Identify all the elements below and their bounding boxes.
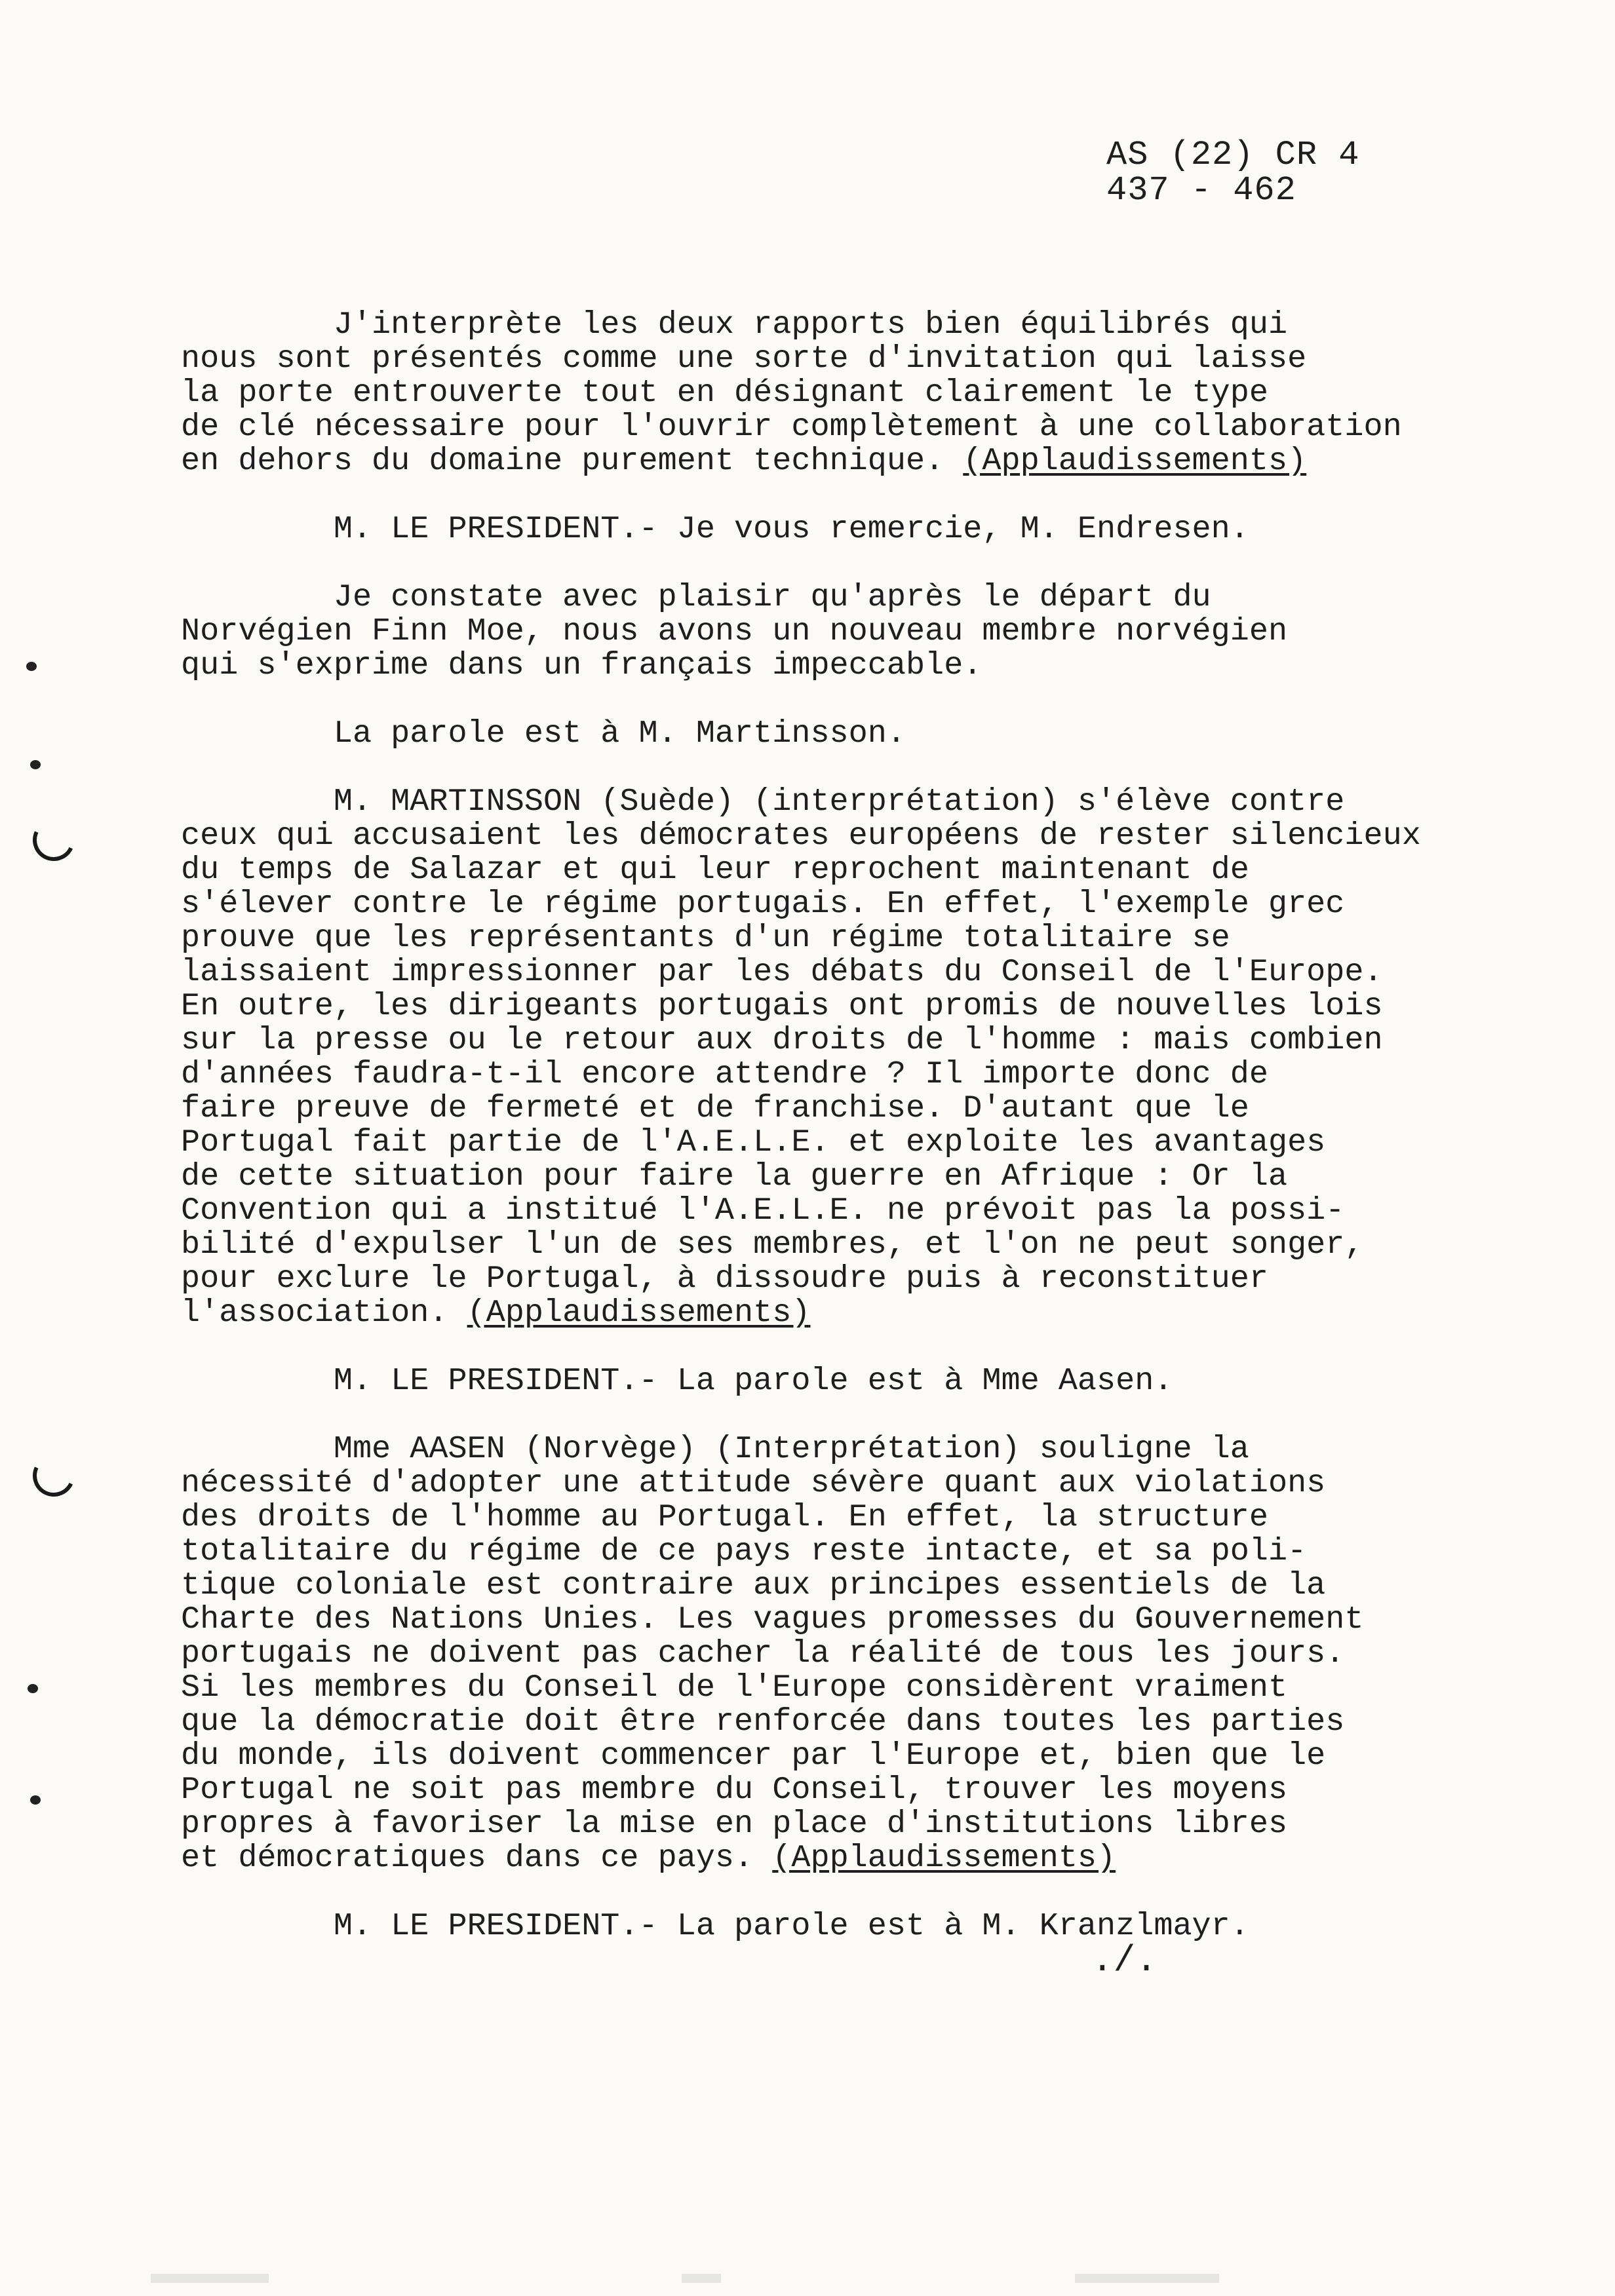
text-line: propres à favoriser la mise en place d'institutions libres [181, 1806, 1288, 1842]
paragraph [181, 581, 1485, 683]
text-line [181, 1296, 1485, 1330]
document-reference [1106, 138, 1359, 208]
paragraph [181, 1364, 1485, 1398]
text-line: de clé nécessaire pour l'ouvrir complètement à une collaboration [181, 409, 1402, 445]
text-line: d'années faudra-t-il encore attendre ? Il importe donc de [181, 1056, 1268, 1092]
text-segment: l'association. [181, 1295, 467, 1331]
paragraph [181, 512, 1485, 546]
reference-code: AS (22) CR 4 [1106, 136, 1360, 174]
text-line: Je constate avec plaisir qu'après le départ du [181, 579, 1211, 615]
text-line: M. LE PRESIDENT.- Je vous remercie, M. Endresen. [181, 511, 1249, 547]
text-line: Si les membres du Conseil de l'Europe considèrent vraiment [181, 1670, 1288, 1706]
applause-note: (Applaudissements) [772, 1840, 1116, 1876]
text-line: laissaient impressionner par les débats du Conseil de l'Europe. [181, 954, 1383, 990]
text-line: s'élever contre le régime portugais. En effet, l'exemple grec [181, 886, 1345, 922]
text-line: Portugal ne soit pas membre du Conseil, trouver les moyens [181, 1772, 1288, 1808]
text-line: La parole est à M. Martinsson. [181, 716, 906, 752]
margin-mark [28, 1684, 38, 1693]
text-line: du monde, ils doivent commencer par l'Europe et, bien que le [181, 1738, 1326, 1774]
text-line: M. LE PRESIDENT.- La parole est à Mme Aasen. [181, 1363, 1173, 1399]
reference-pages: 437 - 462 [1106, 171, 1296, 210]
text-line: Charte des Nations Unies. Les vagues promesses du Gouvernement [181, 1601, 1364, 1637]
applause-note: (Applaudissements) [963, 443, 1307, 479]
text-line: ceux qui accusaient les démocrates européens de rester silencieux [181, 818, 1421, 854]
text-line: bilité d'expulser l'un de ses membres, et l'on ne peut songer, [181, 1227, 1364, 1263]
text-line: nécessité d'adopter une attitude sévère quant aux violations [181, 1465, 1326, 1501]
margin-mark [26, 662, 37, 671]
text-line: Mme AASEN (Norvège) (Interprétation) souligne la [181, 1431, 1249, 1467]
document-body [181, 308, 1485, 1978]
text-line: portugais ne doivent pas cacher la réalité de tous les jours. [181, 1636, 1345, 1672]
text-line: M. LE PRESIDENT.- La parole est à M. Kranzlmayr. [181, 1908, 1249, 1944]
text-line: de cette situation pour faire la guerre en Afrique : Or la [181, 1158, 1288, 1195]
text-line: pour exclure le Portugal, à dissoudre puis à reconstituer [181, 1261, 1268, 1297]
paragraph [181, 1909, 1485, 1943]
text-line: des droits de l'homme au Portugal. En effet, la structure [181, 1499, 1268, 1535]
scan-noise [682, 2274, 721, 2283]
text-line: tique coloniale est contraire aux principes essentiels de la [181, 1567, 1326, 1603]
text-line: prouve que les représentants d'un régime totalitaire se [181, 920, 1230, 956]
text-line [181, 1841, 1485, 1875]
text-line: faire preuve de fermeté et de franchise. D'autant que le [181, 1090, 1249, 1126]
paragraph [181, 717, 1485, 751]
text-line: Norvégien Finn Moe, nous avons un nouveau membre norvégien [181, 613, 1288, 649]
text-line: du temps de Salazar et qui leur reprochent maintenant de [181, 852, 1249, 888]
text-line: totalitaire du régime de ce pays reste intacte, et sa poli- [181, 1533, 1307, 1569]
text-line: Portugal fait partie de l'A.E.L.E. et exploite les avantages [181, 1124, 1326, 1160]
paragraph [181, 785, 1485, 1330]
text-line: nous sont présentés comme une sorte d'invitation qui laisse [181, 341, 1307, 377]
text-line: Convention qui a institué l'A.E.L.E. ne prévoit pas la possi- [181, 1193, 1345, 1229]
text-line: que la démocratie doit être renforcée dans toutes les parties [181, 1704, 1345, 1740]
text-line [181, 444, 1485, 478]
applause-note: (Applaudissements) [467, 1295, 811, 1331]
paragraph [181, 308, 1485, 478]
scan-noise [151, 2274, 269, 2283]
margin-mark [30, 760, 41, 769]
punch-hole [27, 1449, 81, 1502]
text-line: la porte entrouverte tout en désignant clairement le type [181, 375, 1268, 411]
text-line: M. MARTINSSON (Suède) (interprétation) s'élève contre [181, 784, 1345, 820]
punch-hole [27, 813, 81, 867]
text-line: En outre, les dirigeants portugais ont promis de nouvelles lois [181, 988, 1383, 1024]
text-segment: en dehors du domaine purement technique. [181, 443, 963, 479]
scan-noise [1075, 2274, 1219, 2283]
text-line: J'interprète les deux rapports bien équilibrés qui [181, 307, 1288, 343]
text-segment: et démocratiques dans ce pays. [181, 1840, 773, 1876]
continuation-mark: ./. [1091, 1940, 1158, 1981]
text-line: qui s'exprime dans un français impeccable. [181, 647, 983, 683]
paragraph [181, 1432, 1485, 1875]
margin-mark [30, 1795, 41, 1805]
text-line: sur la presse ou le retour aux droits de l'homme : mais combien [181, 1022, 1383, 1058]
